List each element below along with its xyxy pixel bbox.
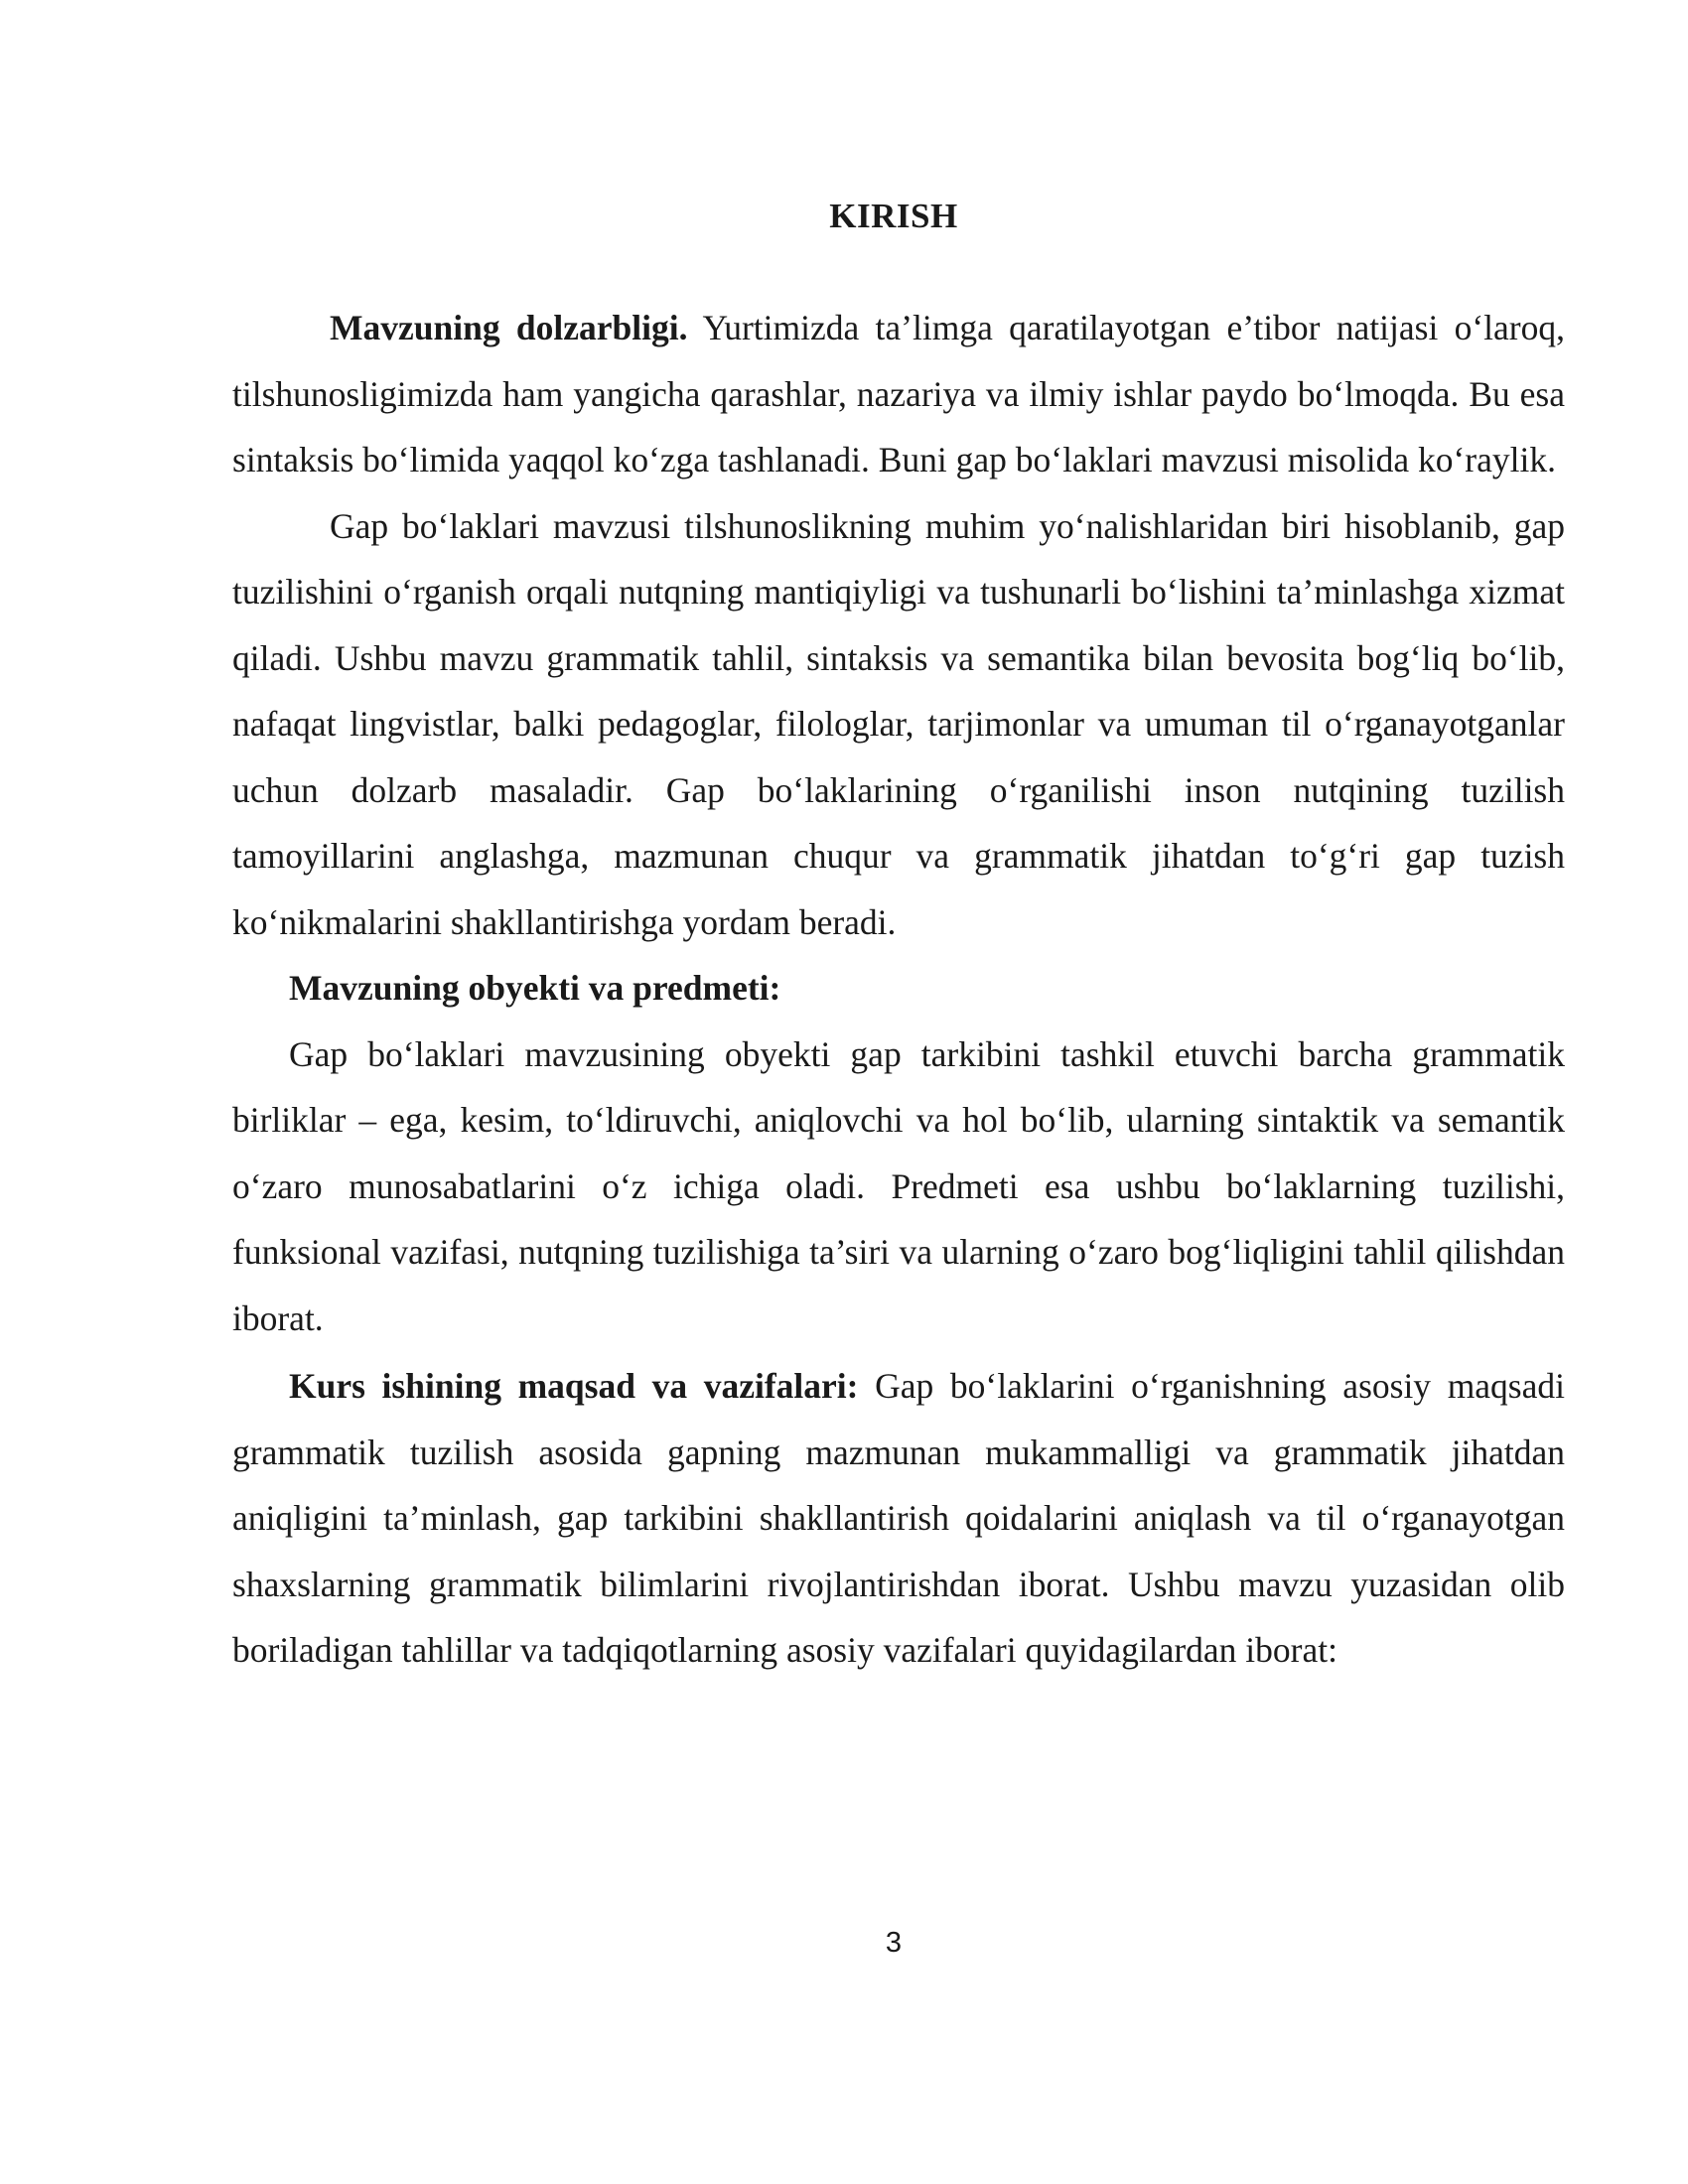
paragraph-lead-relevance: Mavzuning dolzarbligi. bbox=[330, 308, 688, 347]
paragraph-text-goals: Gap bo‘laklarini o‘rganishning asosiy maqsadi grammatik tuzilish asosida gapning mazmunan mukammalligi va grammatik jihatdan aniqligini ta’minlash, gap tarkibini shakllantirish qoidalarini aniqlash va til o‘rganayotgan shaxslarning grammatik bilimlarini rivojlantirishdan iborat. Ushbu mavzu yuzasidan olib boriladigan tahlillar va tadqiqotlarning asosiy vazifalari quyidagilardan iborat: bbox=[232, 1366, 1565, 1670]
paragraph-object-subject: Gap bo‘laklari mavzusining obyekti gap tarkibini tashkil etuvchi barcha grammatik birliklar – ega, kesim, to‘ldiruvchi, aniqlovchi va hol bo‘lib, ularning sintaktik va semantik o‘zaro munosabatlarini o‘z ichiga oladi. Predmeti esa ushbu bo‘laklarning tuzilishi, funksional vazifasi, nutqning tuzilishiga ta’siri va ularning o‘zaro bog‘liqligini tahlil qilishdan iborat. bbox=[232, 1033, 1565, 1338]
paragraph-lead-goals: Kurs ishining maqsad va vazifalari: bbox=[289, 1366, 859, 1406]
heading-object-subject: Mavzuning obyekti va predmeti: bbox=[289, 968, 781, 1008]
paragraph-relevance bbox=[232, 295, 1565, 493]
page-title: KIRISH bbox=[829, 197, 958, 235]
paragraph-text-relevance: Yurtimizda ta’limga qaratilayotgan e’tibor natijasi o‘laroq, tilshunosligimizda ham yangicha qarashlar, nazariya va ilmiy ishlar paydo bo‘lmoqda. Bu esa sintaksis bo‘limida yaqqol ko‘zga tashlanadi. Buni gap bo‘laklari mavzusi misolida ko‘raylik. bbox=[232, 308, 1565, 479]
paragraph-topic-importance: Gap bo‘laklari mavzusi tilshunoslikning muhim yo‘nalishlaridan biri hisoblanib, gap tuzilishini o‘rganish orqali nutqning mantiqiyligi va tushunarli bo‘lishini ta’minlashga xizmat qiladi. Ushbu mavzu grammatik tahlil, sintaksis va semantika bilan bevosita bog‘liq bo‘lib, nafaqat lingvistlar, balki pedagoglar, filologlar, tarjimonlar va umuman til o‘rganayotganlar uchun dolzarb masaladir. Gap bo‘laklarining o‘rganilishi inson nutqining tuzilish tamoyillarini anglashga, mazmunan chuqur va grammatik jihatdan to‘g‘ri gap tuzish ko‘nikmalarini shakllantirishga yordam beradi. bbox=[232, 505, 1565, 942]
page-number: 3 bbox=[885, 1927, 903, 1959]
paragraph-goals bbox=[232, 1353, 1565, 1684]
body-text bbox=[232, 295, 1565, 1684]
